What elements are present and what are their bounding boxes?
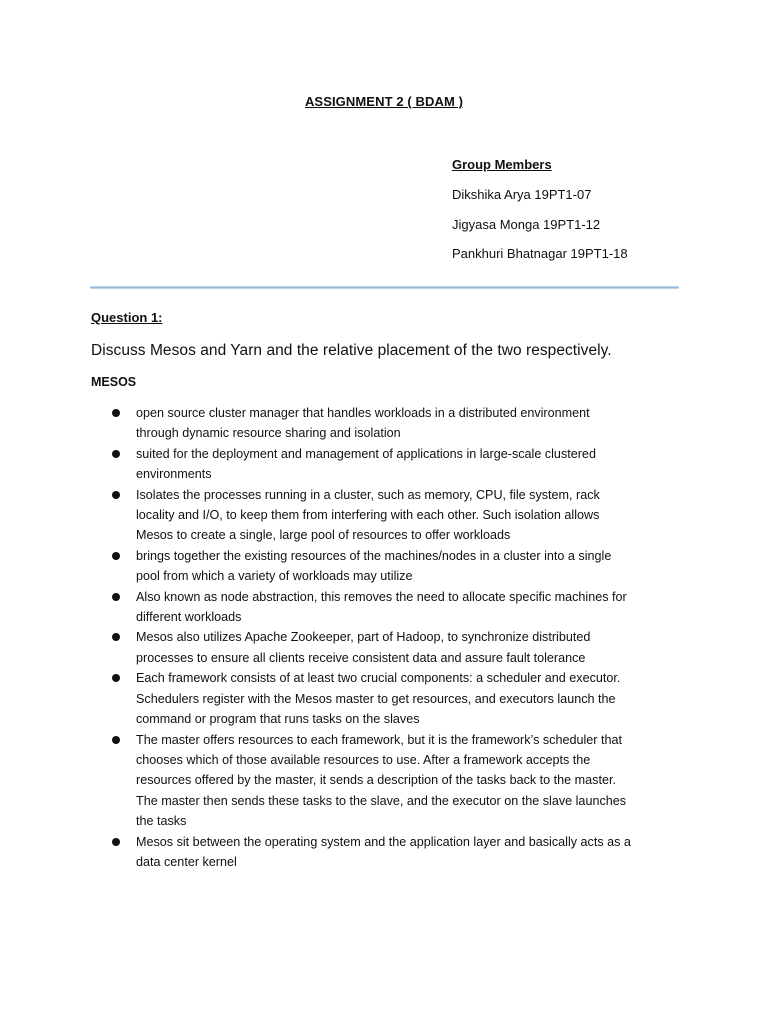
bullet-item <box>110 444 690 485</box>
group-member: Dikshika Arya 19PT1-07 <box>452 187 592 202</box>
bullet-item <box>110 587 690 628</box>
bullet-line: Mesos also utilizes Apache Zookeeper, part of Hadoop, to synchronize distributed <box>136 630 591 645</box>
bullet-line: Mesos to create a single, large pool of resources to offer workloads <box>136 528 511 543</box>
bullet-item <box>110 832 690 873</box>
bullet-line: Also known as node abstraction, this removes the need to allocate specific machines for <box>136 589 627 604</box>
question-text: Discuss Mesos and Yarn and the relative placement of the two respectively. <box>91 342 612 359</box>
bullet-dot-icon <box>112 838 120 846</box>
bullet-dot-icon <box>112 736 120 744</box>
bullet-line: resources offered by the master, it sends a description of the tasks back to the master. <box>136 773 616 788</box>
section-heading: MESOS <box>91 375 137 389</box>
group-member: Jigyasa Monga 19PT1-12 <box>452 216 601 232</box>
bullet-line: Schedulers register with the Mesos master to get resources, and executors launch the <box>136 691 616 706</box>
group-members-heading: Group Members <box>452 157 552 172</box>
bullet-item <box>110 485 690 546</box>
question-heading: Question 1: <box>91 310 163 325</box>
bullet-line: brings together the existing resources of the machines/nodes in a cluster into a single <box>136 548 612 563</box>
bullet-line: Isolates the processes running in a cluster, such as memory, CPU, file system, rack <box>136 487 600 502</box>
bullet-line: Mesos sit between the operating system and the application layer and basically acts as a <box>136 834 631 849</box>
bullet-line: pool from which a variety of workloads may utilize <box>136 569 413 584</box>
bullet-item <box>110 546 690 587</box>
bullet-item <box>110 403 690 444</box>
bullet-line: different workloads <box>136 610 242 625</box>
bullet-line: processes to ensure all clients receive consistent data and assure fault tolerance <box>136 650 586 665</box>
document-title: ASSIGNMENT 2 ( BDAM ) <box>304 94 464 109</box>
bullet-line: chooses which of those available resources to use. After a framework accepts the <box>136 752 591 767</box>
bullet-list <box>110 403 690 872</box>
bullet-dot-icon <box>112 409 120 417</box>
bullet-dot-icon <box>112 491 120 499</box>
bullet-line: locality and I/O, to keep them from interfering with each other. Such isolation allows <box>136 508 600 523</box>
bullet-item <box>110 668 690 729</box>
bullet-line: command or program that runs tasks on the slaves <box>136 712 420 727</box>
bullet-line: suited for the deployment and management of applications in large-scale clustered <box>136 446 596 461</box>
bullet-line: Each framework consists of at least two crucial components: a scheduler and executor. <box>136 671 621 686</box>
bullet-dot-icon <box>112 450 120 458</box>
bullet-line: through dynamic resource sharing and isolation <box>136 426 401 441</box>
bullet-item <box>110 627 690 668</box>
horizontal-divider <box>90 286 679 289</box>
bullet-dot-icon <box>112 552 120 560</box>
bullet-dot-icon <box>112 674 120 682</box>
bullet-line: data center kernel <box>136 854 237 869</box>
bullet-line: The master then sends these tasks to the slave, and the executor on the slave launches <box>136 793 627 808</box>
bullet-item <box>110 730 690 832</box>
group-member: Pankhuri Bhatnagar 19PT1-18 <box>452 246 628 261</box>
bullet-dot-icon <box>112 593 120 601</box>
bullet-line: open source cluster manager that handles workloads in a distributed environment <box>136 406 590 420</box>
bullet-line: environments <box>136 467 212 482</box>
bullet-dot-icon <box>112 633 120 641</box>
group-members-block <box>452 156 628 275</box>
bullet-line: the tasks <box>136 814 187 829</box>
bullet-line: The master offers resources to each framework, but it is the framework’s scheduler that <box>136 732 622 747</box>
